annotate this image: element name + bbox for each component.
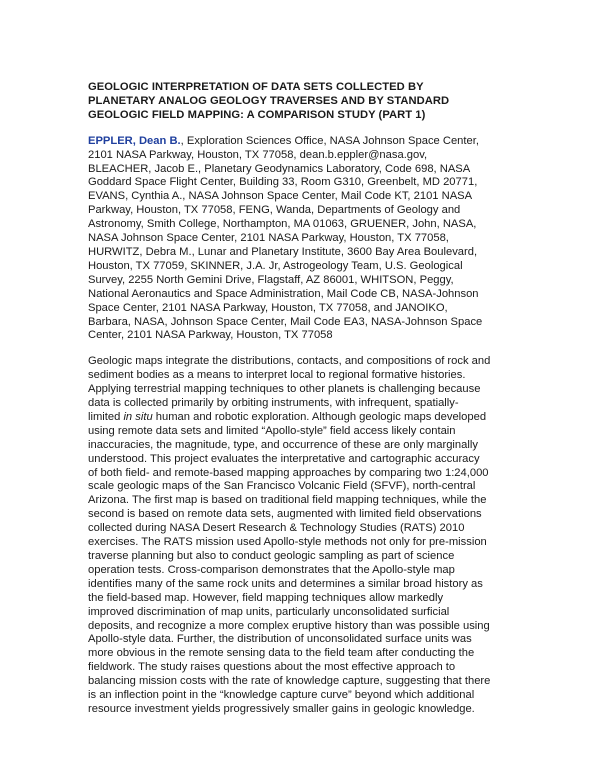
abstract-line (88, 411, 528, 425)
author-list: , Exploration Sciences Office, NASA Johnson Space Center, 2101 NASA Parkway, Houston, TX 77058, dean.b.eppler@nasa.gov, BLEACHER, Jacob E., Planetary Geodynamics Laboratory, Code 698, NASA Goddard Space Flight Center, Building 33, Room G310, Greenbelt, MD 20771, EVANS, Cynthia A., NASA Johnson Space Center, Mail Code KT, 2101 NASA Parkway, Houston, TX 77058, FENG, Wanda, Departments of Geology and Astronomy, Smith College, Northampton, MA 01063, GRUENER, John, NASA, NASA Johnson Space Center, 2101 NASA Parkway, Houston, TX 77058, HURWITZ, Debra M., Lunar and Planetary Institute, 3600 Bay Area Boulevard, Houston, TX 77059, SKINNER, J.A. Jr, Astrogeology Team, U.S. Geological Survey, 2255 North Gemini Drive, Flagstaff, AZ 86001, WHITSON, Peggy, National Aeronautics and Space Administration, Mail Code CB, NASA-Johnson Space Center, 2101 NASA Parkway, Houston, TX 77058, and JANOIKO, Barbara, NASA, Johnson Space Center, Mail Code EA3, NASA-Johnson Space Center, 2101 NASA Parkway, Houston, TX 77058 (88, 134, 483, 342)
in-situ-term: in situ (123, 410, 153, 423)
abstract-line: Geologic maps integrate the distributions, contacts, and compositions of rock and (88, 355, 491, 368)
abstract-line: using remote data sets and limited “Apollo-style” field access likely contain (88, 424, 456, 437)
abstract-line: Applying terrestrial mapping techniques to other planets is challenging because (88, 383, 481, 396)
abstract-line: identifies many of the same rock units and determines a similar broad history as (88, 577, 483, 590)
abstract-line: second is based on remote data sets, augmented with limited field observations (88, 508, 482, 521)
abstract-line: the field-based map. However, field mapping techniques allow markedly (88, 591, 444, 604)
author-affiliations (88, 135, 528, 344)
lead-author[interactable]: EPPLER, Dean B. (88, 134, 181, 147)
abstract-line: of both field- and remote-based mapping approaches by comparing two 1:24,000 (88, 466, 489, 479)
abstract-line: deposits, and recognize a more complex eruptive history than was possible using (88, 619, 490, 632)
abstract (88, 355, 528, 717)
abstract-line: sediment bodies as a means to interpret local to regional formative histories. (88, 369, 466, 382)
abstract-line: is an inflection point in the “knowledge capture curve” beyond which additional (88, 689, 475, 702)
abstract-line: Apollo-style data. Further, the distribution of unconsolidated surface units was (88, 633, 472, 646)
abstract-line: balancing mission costs with the rate of knowledge capture, suggesting that there (88, 675, 491, 688)
abstract-line: more obvious in the remote sensing data to the field team after conducting the (88, 647, 475, 660)
paper-page (88, 81, 528, 717)
abstract-line: fieldwork. The study raises questions about the most effective approach to (88, 661, 456, 674)
paper-title: GEOLOGIC INTERPRETATION OF DATA SETS COLLECTED BY PLANETARY ANALOG GEOLOGY TRAVERSES AND BY STANDARD GEOLOGIC FIELD MAPPING: A COMPARISON STUDY (PART 1) (88, 81, 450, 121)
abstract-line: Arizona. The first map is based on traditional field mapping techniques, while the (88, 494, 487, 507)
abstract-line: operation tests. Cross-comparison demonstrates that the Apollo-style map (88, 563, 455, 576)
abstract-line: inaccuracies, the magnitude, type, and occurrence of these are only marginally (88, 438, 478, 451)
abstract-line: resource investment yields progressively smaller gains in geologic knowledge. (88, 702, 475, 715)
abstract-line: data is collected primarily by orbiting instruments, with infrequent, spatially- (88, 397, 459, 410)
abstract-line: understood. This project evaluates the interpretative and cartographic accuracy (88, 452, 480, 465)
abstract-text: human and robotic exploration. Although geologic maps developed (152, 410, 487, 423)
abstract-line: exercises. The RATS mission used Apollo-style methods not only for pre-mission (88, 536, 487, 549)
abstract-line: collected during NASA Desert Research & Technology Studies (RATS) 2010 (88, 522, 465, 535)
abstract-line: traverse planning but also to conduct geologic sampling as part of science (88, 550, 455, 562)
abstract-line: scale geologic maps of the San Francisco Volcanic Field (SFVF), north-central (88, 480, 476, 493)
abstract-line: improved discrimination of map units, particularly unconsolidated surficial (88, 605, 450, 618)
abstract-text: limited (88, 410, 124, 423)
